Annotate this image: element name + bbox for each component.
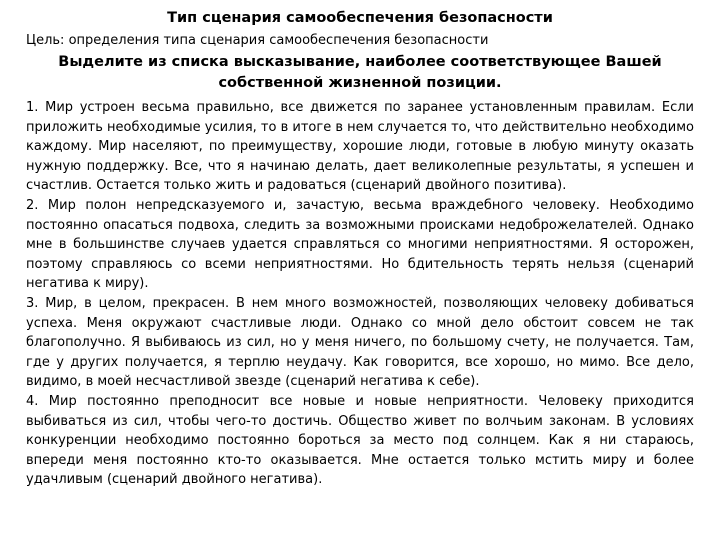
document-title: Тип сценария самообеспечения безопасности [167,10,553,26]
instruction-text: Выделите из списка высказывание, наиболее соответствующее Вашей собственной жизненной позиции. [58,54,662,91]
scenario-item-1: 1. Мир устроен весьма правильно, все движется по заранее установленным правилам. Если приложить необходимые усилия, то в итоге в нем случается то, что действительно необходимо каждому. Мир населяют, по преимуществу, хорошие люди, готовые в любую минуту оказать нужную поддержку. Все, что я начинаю делать, дает великолепные результаты, я успешен и счастлив. Остается только жить и радоваться (сценарий двойного позитива). [26,100,694,194]
scenario-item-3: 3. Мир, в целом, прекрасен. В нем много возможностей, позволяющих человеку добиваться успеха. Меня окружают счастливые люди. Однако со мной дело обстоит совсем не так благополучно. Я выбиваюсь из сил, но у меня ничего, по большому счету, не получается. Там, где у других получается, я терплю неудачу. Как говорится, все хорошо, но мимо. Все дело, видимо, в моей несчастливой звезде (сценарий негатива к себе). [26,295,694,390]
scenario-item-2: 2. Мир полон непредсказуемого и, зачастую, весьма враждебного человеку. Необходимо постоянно опасаться подвоха, следить за возможными происками недоброжелателей. Однако мне в большинстве случаев удается справляться со многими неприятностями. Я осторожен, поэтому справляюсь со всеми неприятностями. Но бдительность терять нельзя (сценарий негатива к миру). [26,197,694,292]
scenario-item-4: 4. Мир постоянно преподносит все новые и новые неприятности. Человеку приходится выбиваться из сил, чтобы чего-то достичь. Общество живет по волчьим законам. В условиях конкуренции необходимо постоянно бороться за место под солнцем. Как я ни стараюсь, впереди меня постоянно кто-то оказывается. Мне остается только мстить миру и более удачливым (сценарий двойного негатива). [26,393,694,488]
goal-statement: Цель: определения типа сценария самообеспечения безопасности [26,33,489,48]
